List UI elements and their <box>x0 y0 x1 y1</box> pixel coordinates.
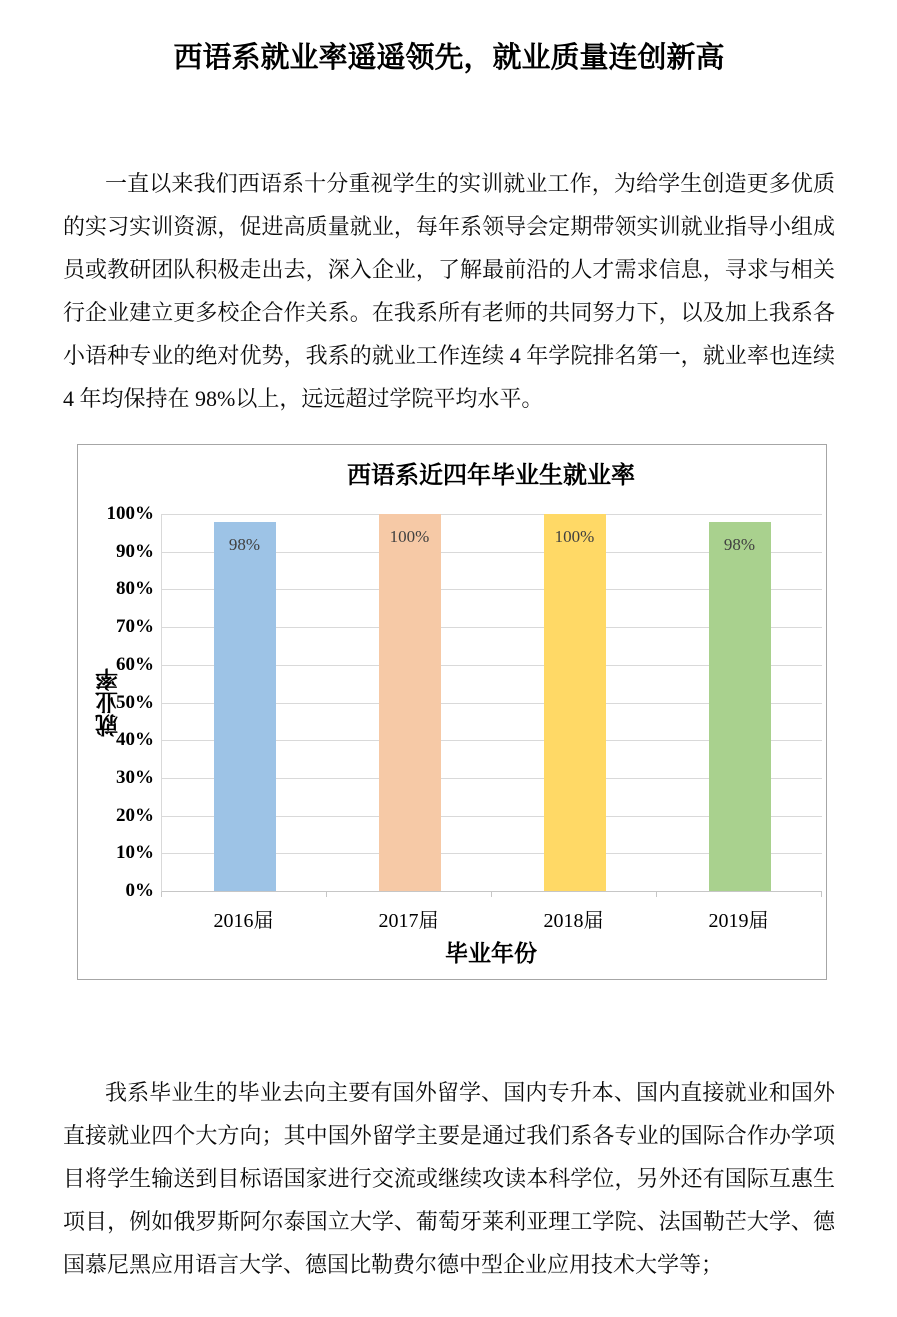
bar-data-label: 98% <box>228 534 261 554</box>
plot-area <box>161 514 822 892</box>
paragraph-intro: 一直以来我们西语系十分重视学生的实训就业工作，为给学生创造更多优质的实习实训资源，促进高质量就业，每年系领导会定期带领实训就业指导小组成员或教研团队积极走出去，深入企业，了解最前沿的人才需求信息，寻求与相关行企业建立更多校企合作关系。在我系所有老师的共同努力下，以及加上我系各小语种专业的绝对优势，我系的就业工作连续 4 年学院排名第一，就业率也连续 4 年均保持在 98%以上，远远超过学院平均水平。 <box>63 171 835 411</box>
x-axis-tick <box>821 892 822 897</box>
x-axis-tick <box>656 892 657 897</box>
bar-2018届 <box>544 514 606 891</box>
y-tick-label: 60% <box>116 653 154 675</box>
document-body <box>0 36 897 1286</box>
bar-data-label: 100% <box>389 527 430 546</box>
y-tick-label: 80% <box>116 578 154 600</box>
chart-title: 西语系近四年毕业生就业率 <box>347 463 635 489</box>
gridline <box>162 514 822 515</box>
y-tick-label: 50% <box>116 691 154 713</box>
document-page <box>0 36 897 1317</box>
paragraph-destinations: 我系毕业生的毕业去向主要有国外留学、国内专升本、国内直接就业和国外直接就业四个大方向；其中国外留学主要是通过我们系各专业的国际合作办学项目将学生输送到目标语国家进行交流或继续攻读本科学位，另外还有国际互惠生项目，例如俄罗斯阿尔泰国立大学、葡萄牙莱利亚理工学院、法国勒芒大学、德国慕尼黑应用语言大学、德国比勒费尔德中型企业应用技术大学等； <box>63 1080 835 1277</box>
y-tick-label: 20% <box>116 804 154 826</box>
y-axis-title: 就业率 <box>96 668 121 737</box>
x-axis-tick <box>326 892 327 897</box>
x-category-label: 2016届 <box>213 910 274 932</box>
y-tick-label: 30% <box>116 766 154 788</box>
bar-2019届 <box>709 522 771 891</box>
y-tick-label: 40% <box>116 729 154 751</box>
x-axis-tick <box>161 892 162 897</box>
bar-2017届 <box>379 514 441 891</box>
x-category-label: 2017届 <box>378 910 439 932</box>
bar-2016届 <box>214 522 276 891</box>
x-axis-title: 毕业年份 <box>445 941 537 966</box>
y-tick-label: 90% <box>116 540 154 562</box>
x-category-label: 2018届 <box>543 910 604 932</box>
y-tick-label: 70% <box>116 616 154 638</box>
x-category-label: 2019届 <box>708 910 769 932</box>
employment-rate-chart <box>77 444 827 980</box>
bar-data-label: 100% <box>554 527 595 546</box>
y-tick-label: 10% <box>116 842 154 864</box>
y-tick-label: 0% <box>125 880 154 901</box>
y-tick-label: 100% <box>106 503 154 524</box>
bar-data-label: 98% <box>723 534 756 554</box>
x-axis-tick <box>491 892 492 897</box>
document-title: 西语系就业率遥遥领先，就业质量连创新高 <box>173 42 725 74</box>
